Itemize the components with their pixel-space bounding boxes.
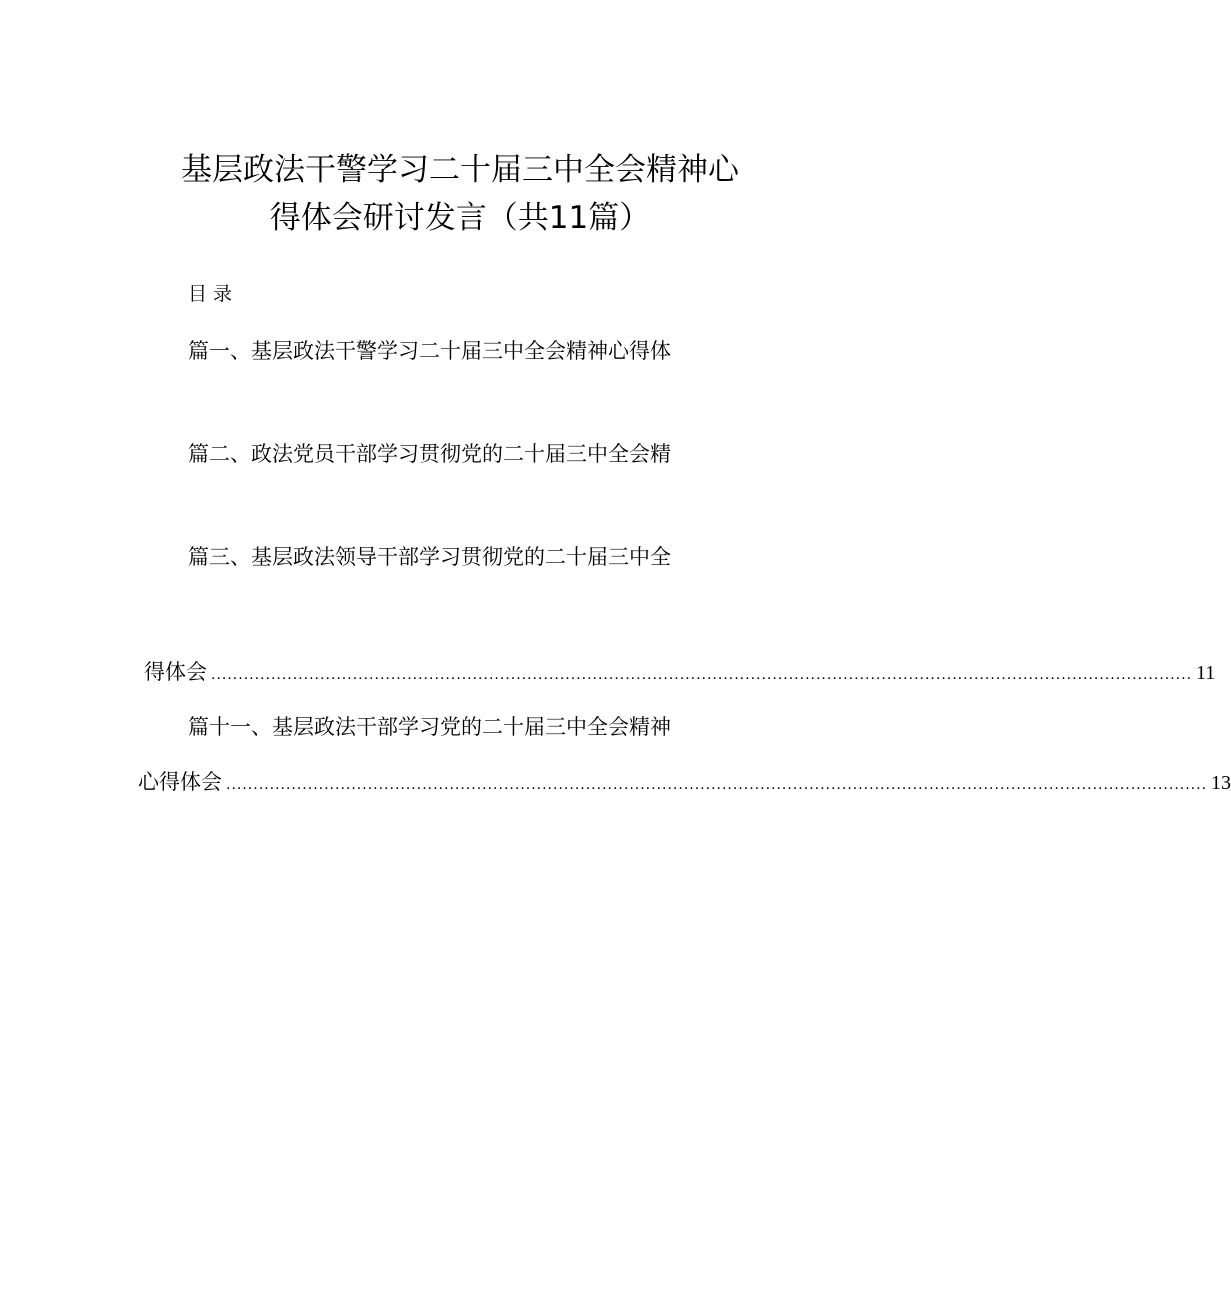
toc-heading: 目录 xyxy=(188,283,239,305)
toc-entry-11-tail: 心得体会 xyxy=(138,770,222,794)
toc-entry-3-continuation[interactable] xyxy=(144,657,1216,690)
toc-entry-2[interactable]: 篇二、政法党员干部学习贯彻党的二十届三中全会精 xyxy=(188,442,671,466)
dot-leader: .................................................................................................................................................................................... xyxy=(226,777,1208,793)
document-title-line-1: 基层政法干警学习二十届三中全会精神心 xyxy=(181,152,739,188)
toc-entry-11[interactable]: 篇十一、基层政法干部学习党的二十届三中全会精神 xyxy=(188,715,671,739)
dot-leader: .................................................................................................................................................................................... xyxy=(211,667,1193,683)
document-title-line-2: 得体会研讨发言（共11篇） xyxy=(269,200,651,236)
toc-entry-1[interactable]: 篇一、基层政法干警学习二十届三中全会精神心得体 xyxy=(188,339,671,363)
toc-entry-11-page-number: 13 xyxy=(1211,772,1231,794)
toc-entry-3[interactable]: 篇三、基层政法领导干部学习贯彻党的二十届三中全 xyxy=(188,545,671,569)
toc-entry-3-page-number: 11 xyxy=(1196,662,1216,684)
toc-entry-11-continuation[interactable] xyxy=(138,767,1231,800)
toc-entry-3-tail: 得体会 xyxy=(144,660,207,684)
